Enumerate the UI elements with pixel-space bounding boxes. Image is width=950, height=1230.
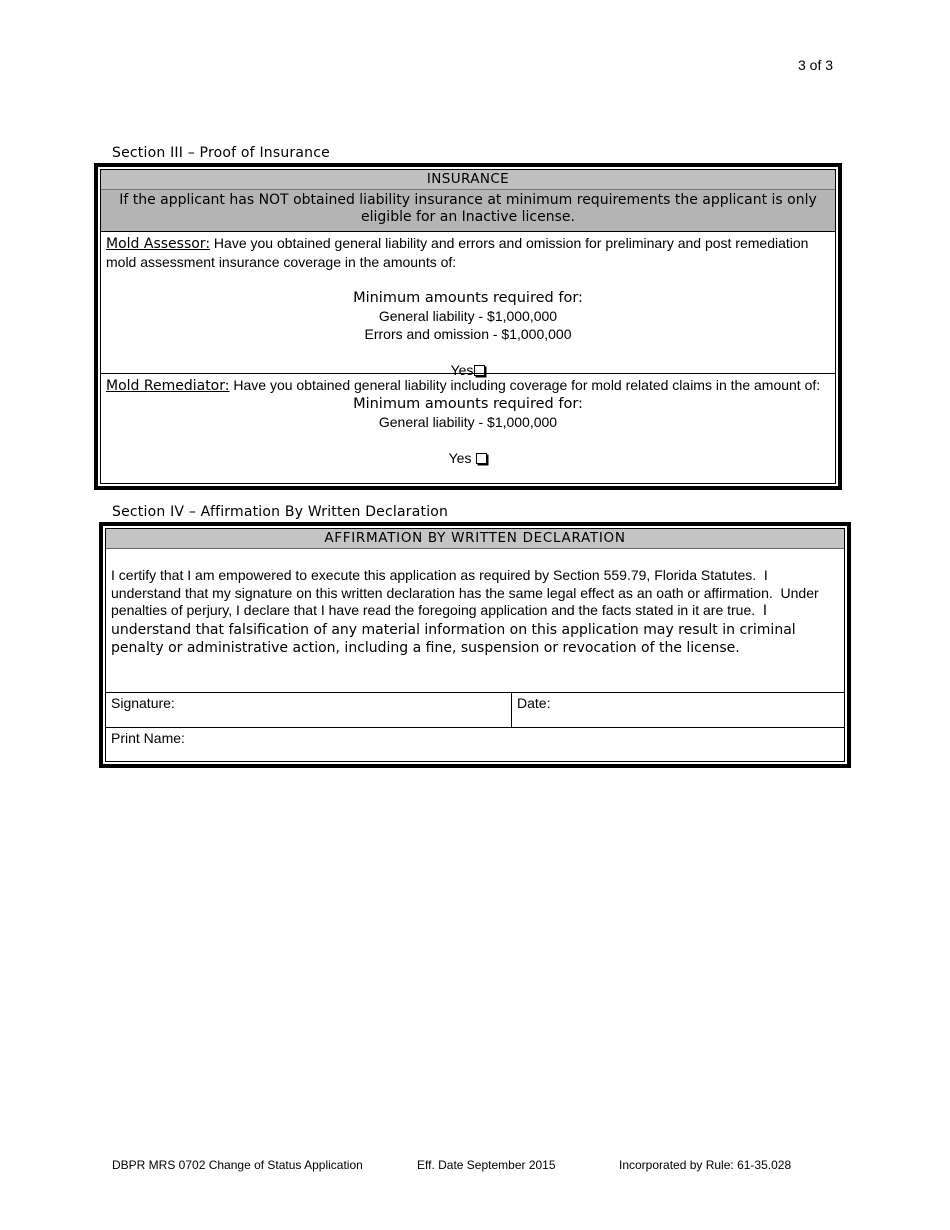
print-name-field[interactable] — [106, 728, 844, 762]
mold-assessor-block — [101, 232, 835, 378]
page-number: 3 of 3 — [798, 57, 834, 73]
date-label: Date: — [517, 695, 551, 711]
affirmation-box-inner — [105, 528, 845, 762]
remediator-yes-checkbox[interactable] — [476, 453, 487, 464]
mold-remediator-question — [106, 376, 830, 395]
affirmation-text-part2: I understand that falsification of any material information on this application may result in criminal penalty or administrative action, including a fine, suspension or revocation of the license. — [111, 603, 796, 656]
remediator-general-liability: General liability - $1,000,000 — [378, 414, 558, 430]
assessor-errors-omission: Errors and omission - $1,000,000 — [364, 326, 572, 342]
insurance-warning: If the applicant has NOT obtained liability insurance at minimum requirements the applicant is only eligible for an Inactive license. — [101, 190, 835, 232]
affirmation-header: AFFIRMATION BY WRITTEN DECLARATION — [106, 529, 844, 549]
mold-remediator-block — [101, 374, 835, 482]
assessor-general-liability: General liability - $1,000,000 — [378, 308, 558, 324]
affirmation-statement — [106, 549, 844, 693]
signature-field[interactable] — [106, 693, 512, 727]
footer-rule: Incorporated by Rule: 61-35.028 — [619, 1158, 792, 1172]
assessor-minimum-title: Minimum amounts required for: — [353, 290, 583, 306]
remediator-yes-option — [106, 449, 830, 467]
signature-row — [106, 693, 844, 728]
print-name-label: Print Name: — [111, 730, 185, 746]
affirmation-box — [99, 522, 851, 768]
insurance-header: INSURANCE — [101, 170, 835, 190]
section-iii-heading: Section III – Proof of Insurance — [112, 145, 330, 161]
insurance-box-inner — [100, 169, 836, 484]
assessor-yes-checkbox[interactable] — [474, 365, 485, 376]
footer-effective-date: Eff. Date September 2015 — [417, 1158, 556, 1172]
mold-remediator-question-text: Have you obtained general liability including coverage for mold related claims in the amount of: — [229, 377, 821, 393]
date-field[interactable] — [512, 693, 844, 727]
remediator-yes-label: Yes — [448, 450, 476, 466]
assessor-yes-label: Yes — [450, 362, 474, 378]
mold-remediator-label: Mold Remediator: — [106, 378, 230, 394]
remediator-minimum-title: Minimum amounts required for: — [353, 396, 583, 412]
affirmation-text-part1: I certify that I am empowered to execute this application as required by Section 559.79, Florida Statutes. I understand that my signature on this written declaration has the same legal effect as an oath or affirmation. Under penalties of perjury, I declare that I have read the foregoing application and the facts stated in it are true. — [111, 567, 823, 618]
section-iv-heading: Section IV – Affirmation By Written Declaration — [112, 504, 449, 520]
mold-assessor-label: Mold Assessor: — [106, 236, 211, 252]
mold-assessor-question — [106, 234, 830, 271]
mold-assessor-question-text: Have you obtained general liability and errors and omission for preliminary and post remediation mold assessment insurance coverage in the amounts of: — [106, 235, 809, 270]
insurance-box — [94, 163, 842, 490]
signature-label: Signature: — [111, 695, 175, 711]
footer-form-name: DBPR MRS 0702 Change of Status Application — [112, 1158, 363, 1172]
